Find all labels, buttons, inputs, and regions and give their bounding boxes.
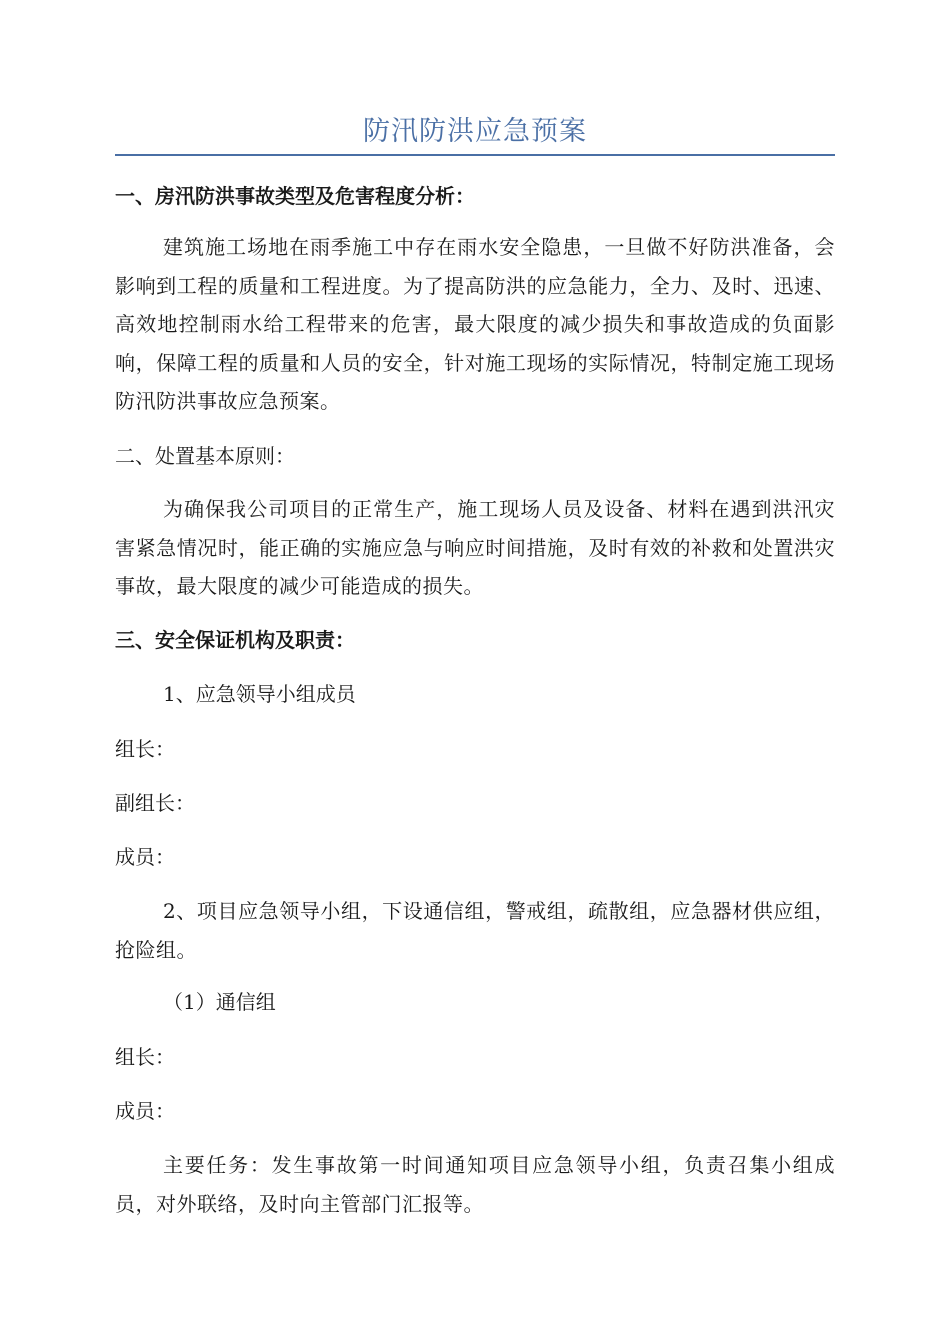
- deputy-leader-label: 副组长：: [115, 791, 195, 815]
- leader-label: 组长：: [115, 737, 175, 761]
- title-divider: [115, 154, 835, 156]
- section-1-heading: 一、房汛防洪事故类型及危害程度分析：: [115, 184, 475, 208]
- section-1-paragraph: 建筑施工场地在雨季施工中存在雨水安全隐患，一旦做不好防洪准备，会影响到工程的质量和工程进度。为了提高防洪的应急能力，全力、及时、迅速、高效地控制雨水给工程带来的危害，最大限度的减少损失和事故造成的负面影响，保障工程的质量和人员的安全，针对施工现场的实际情况，特制定施工现场防汛防洪事故应急预案。: [115, 235, 835, 413]
- members-label: 成员：: [115, 845, 175, 869]
- sub-1-task-paragraph: 主要任务：发生事故第一时间通知项目应急领导小组，负责召集小组成员，对外联络，及时向主管部门汇报等。: [115, 1153, 835, 1216]
- section-3-heading: 三、安全保证机构及职责：: [115, 628, 355, 652]
- item-2-paragraph: 2、项目应急领导小组，下设通信组，警戒组，疏散组，应急器材供应组，抢险组。: [115, 899, 835, 962]
- sub-1-heading: （1）通信组: [163, 990, 276, 1014]
- document-title: 防汛防洪应急预案: [363, 116, 587, 147]
- section-2-heading: 二、处置基本原则：: [115, 444, 295, 468]
- sub-1-leader-label: 组长：: [115, 1045, 175, 1069]
- item-1-label: 1、应急领导小组成员: [163, 682, 356, 706]
- section-2-paragraph: 为确保我公司项目的正常生产，施工现场人员及设备、材料在遇到洪汛灾害紧急情况时，能正确的实施应急与响应时间措施，及时有效的补救和处置洪灾事故，最大限度的减少可能造成的损失。: [115, 497, 835, 598]
- sub-1-members-label: 成员：: [115, 1099, 175, 1123]
